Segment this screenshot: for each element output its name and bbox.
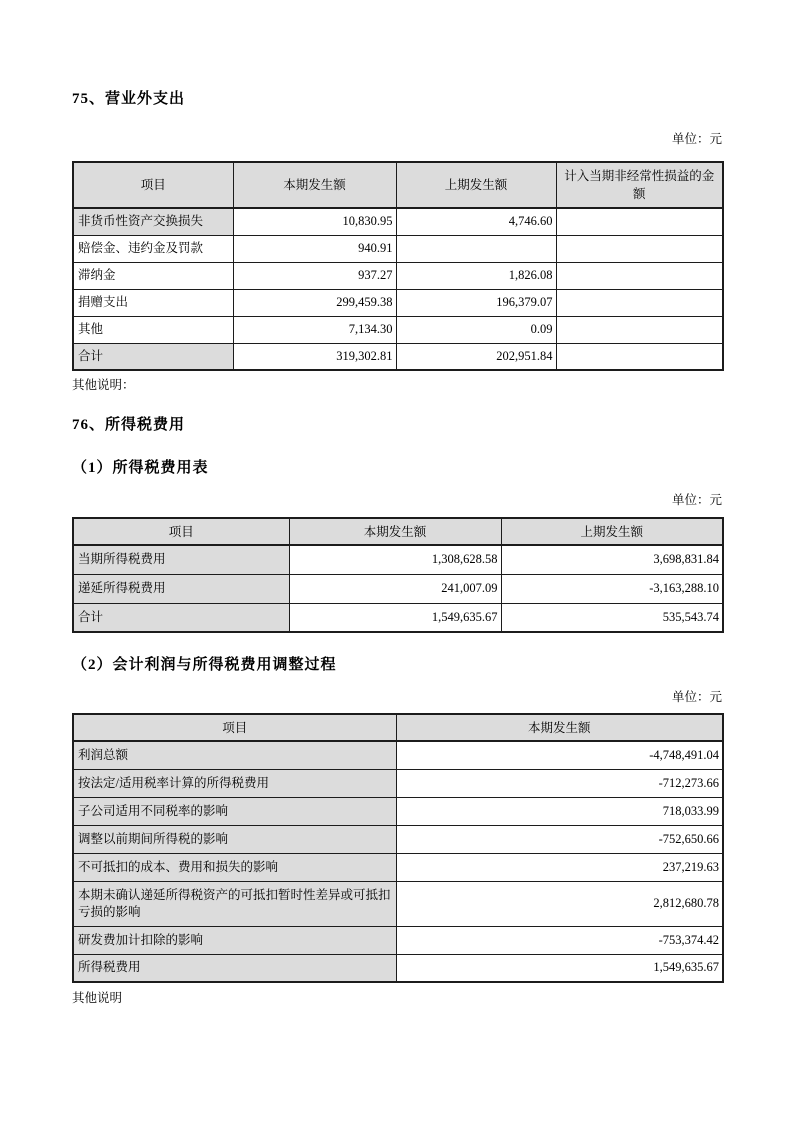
current-amount: 718,033.99 (396, 797, 723, 825)
table-row (73, 741, 723, 769)
table-header-row (73, 162, 723, 208)
table-header-row (73, 714, 723, 741)
current-amount: 2,812,680.78 (396, 881, 723, 926)
nonrecurring-amount (556, 235, 723, 262)
other-notes-76: 其他说明 (72, 991, 123, 1005)
row-label: 利润总额 (73, 741, 396, 769)
table-row (73, 208, 723, 235)
table-header-row (73, 518, 723, 545)
table-row (73, 926, 723, 954)
unit-label-75: 单位：元 (671, 132, 722, 146)
nonrecurring-amount (556, 262, 723, 289)
row-label: 所得税费用 (73, 954, 396, 982)
prior-amount: 3,698,831.84 (501, 545, 723, 574)
prior-amount: 196,379.07 (396, 289, 556, 316)
section-76-title: 76、所得税费用 (72, 417, 186, 433)
row-label: 捐赠支出 (73, 289, 233, 316)
table-row (73, 881, 723, 926)
table-row (73, 262, 723, 289)
current-amount: 237,219.63 (396, 853, 723, 881)
prior-amount (396, 235, 556, 262)
row-label: 子公司适用不同税率的影响 (73, 797, 396, 825)
column-header-prior: 上期发生额 (501, 518, 723, 545)
table-row (73, 289, 723, 316)
income-tax-expense-table (72, 517, 724, 633)
section-75-title: 75、营业外支出 (72, 91, 186, 107)
table-row (73, 797, 723, 825)
other-notes-75: 其他说明： (72, 378, 135, 392)
nonrecurring-amount (556, 208, 723, 235)
table-row-total (73, 954, 723, 982)
row-label: 调整以前期间所得税的影响 (73, 825, 396, 853)
nonrecurring-amount (556, 316, 723, 343)
unit-label-76-1: 单位：元 (671, 493, 722, 507)
row-label: 合计 (73, 343, 233, 370)
prior-amount: 202,951.84 (396, 343, 556, 370)
unit-label-76-2: 单位：元 (671, 690, 722, 704)
row-label: 非货币性资产交换损失 (73, 208, 233, 235)
current-amount: 1,308,628.58 (289, 545, 501, 574)
current-amount: 937.27 (233, 262, 396, 289)
current-amount: 940.91 (233, 235, 396, 262)
column-header-current: 本期发生额 (289, 518, 501, 545)
non-operating-expenses-table (72, 161, 724, 371)
prior-amount: 0.09 (396, 316, 556, 343)
current-amount: -4,748,491.04 (396, 741, 723, 769)
subsection-76-2-title: （2）会计利润与所得税费用调整过程 (72, 657, 337, 673)
nonrecurring-amount (556, 343, 723, 370)
row-label: 其他 (73, 316, 233, 343)
row-label: 不可抵扣的成本、费用和损失的影响 (73, 853, 396, 881)
table-row-total (73, 343, 723, 370)
current-amount: 10,830.95 (233, 208, 396, 235)
current-amount: -753,374.42 (396, 926, 723, 954)
column-header-current: 本期发生额 (396, 714, 723, 741)
current-amount: -712,273.66 (396, 769, 723, 797)
current-amount: 299,459.38 (233, 289, 396, 316)
nonrecurring-amount (556, 289, 723, 316)
column-header-current: 本期发生额 (233, 162, 396, 208)
row-label: 递延所得税费用 (73, 574, 289, 603)
current-amount: 319,302.81 (233, 343, 396, 370)
current-amount: -752,650.66 (396, 825, 723, 853)
row-label: 当期所得税费用 (73, 545, 289, 574)
table-row (73, 825, 723, 853)
table-row (73, 769, 723, 797)
current-amount: 1,549,635.67 (289, 603, 501, 632)
column-header-item: 项目 (73, 162, 233, 208)
row-label: 滞纳金 (73, 262, 233, 289)
prior-amount: 4,746.60 (396, 208, 556, 235)
column-header-prior: 上期发生额 (396, 162, 556, 208)
table-row (73, 574, 723, 603)
tax-adjustment-table (72, 713, 724, 983)
row-label: 本期未确认递延所得税资产的可抵扣暂时性差异或可抵扣亏损的影响 (73, 881, 396, 926)
table-row (73, 316, 723, 343)
subsection-76-1-title: （1）所得税费用表 (72, 460, 209, 476)
prior-amount: -3,163,288.10 (501, 574, 723, 603)
table-row (73, 545, 723, 574)
column-header-item: 项目 (73, 518, 289, 545)
current-amount: 1,549,635.67 (396, 954, 723, 982)
prior-amount: 535,543.74 (501, 603, 723, 632)
table-row (73, 235, 723, 262)
current-amount: 7,134.30 (233, 316, 396, 343)
row-label: 按法定/适用税率计算的所得税费用 (73, 769, 396, 797)
row-label: 合计 (73, 603, 289, 632)
column-header-nonrecurring: 计入当期非经常性损益的金额 (556, 162, 723, 208)
column-header-item: 项目 (73, 714, 396, 741)
table-row-total (73, 603, 723, 632)
current-amount: 241,007.09 (289, 574, 501, 603)
table-row (73, 853, 723, 881)
prior-amount: 1,826.08 (396, 262, 556, 289)
row-label: 研发费加计扣除的影响 (73, 926, 396, 954)
row-label: 赔偿金、违约金及罚款 (73, 235, 233, 262)
